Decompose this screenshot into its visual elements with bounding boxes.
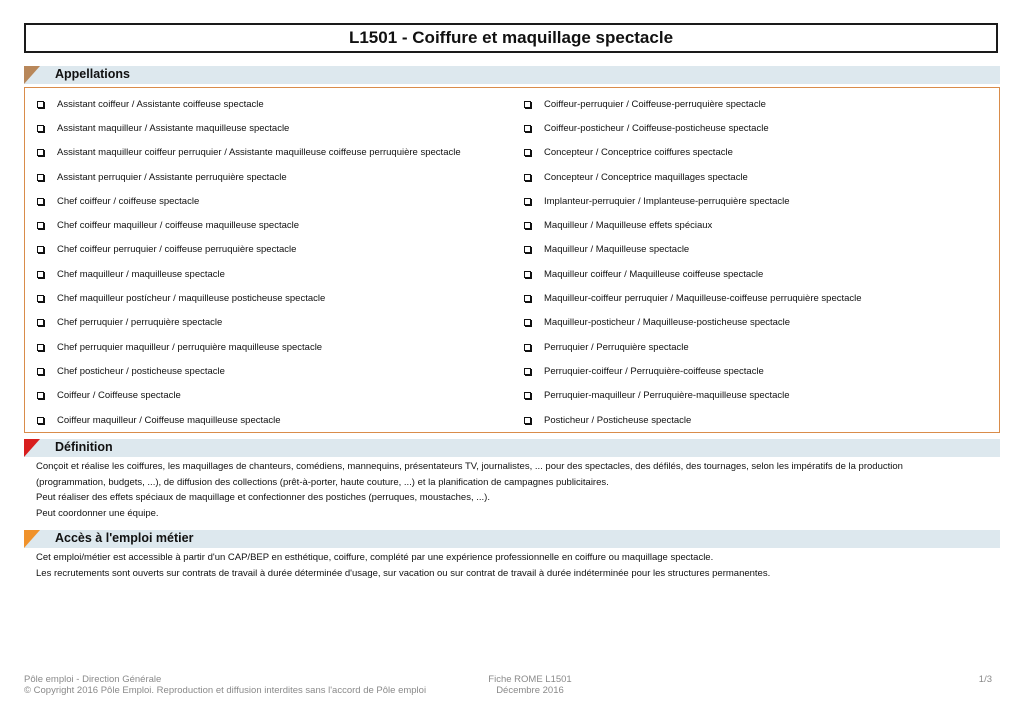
footer-org: Pôle emploi - Direction Générale <box>24 674 162 685</box>
appellation-label: Implanteur-perruquier / Implanteuse-perruquière spectacle <box>544 195 790 207</box>
appellations-right-column <box>524 92 862 432</box>
section-header-definition <box>24 439 1000 457</box>
appellation-label: Posticheur / Posticheuse spectacle <box>544 414 692 426</box>
section-title-appellations: Appellations <box>55 67 131 81</box>
appellation-label: Chef coiffeur maquilleur / coiffeuse maquilleuse spectacle <box>57 220 300 232</box>
appellation-label: Coiffeur / Coiffeuse spectacle <box>57 390 181 402</box>
checkbox-icon <box>37 222 44 229</box>
appellation-label: Perruquier-maquilleur / Perruquière-maquilleuse spectacle <box>544 390 790 402</box>
appellation-item <box>37 213 461 237</box>
appellation-label: Maquilleur-posticheur / Maquilleuse-posticheuse spectacle <box>544 317 791 329</box>
appellation-item <box>37 311 461 335</box>
appellation-item <box>524 311 862 335</box>
appellations-triangle-icon <box>24 66 40 84</box>
checkbox-icon <box>524 222 531 229</box>
appellation-label: Chef maquilleur / maquilleuse spectacle <box>57 268 225 280</box>
appellation-item <box>37 238 461 262</box>
checkbox-icon <box>524 392 531 399</box>
acces-line: Les recrutements sont ouverts sur contrats de travail à durée déterminée d'usage, sur vacation ou sur contrat de travail à durée indéterminée pour les structures permanentes. <box>36 567 771 579</box>
checkbox-icon <box>37 344 44 351</box>
checkbox-icon <box>37 198 44 205</box>
appellation-label: Maquilleur / Maquilleuse effets spéciaux <box>544 220 713 232</box>
appellation-label: Assistant maquilleur / Assistante maquilleuse spectacle <box>57 122 290 134</box>
checkbox-icon <box>37 295 44 302</box>
appellation-item <box>524 189 862 213</box>
checkbox-icon <box>524 149 531 156</box>
appellation-item <box>524 262 862 286</box>
appellation-item <box>37 286 461 310</box>
definition-line: Peut réaliser des effets spéciaux de maquillage et confectionner des postiches (perruques, moustaches, ...). <box>36 492 490 504</box>
appellation-label: Perruquier / Perruquière spectacle <box>544 341 689 353</box>
checkbox-icon <box>37 417 44 424</box>
footer-page-number: 1/3 <box>978 674 992 685</box>
appellation-label: Maquilleur-coiffeur perruquier / Maquilleuse-coiffeuse perruquière spectacle <box>544 293 862 305</box>
appellation-item <box>524 92 862 116</box>
acces-text <box>36 550 986 581</box>
checkbox-icon <box>524 271 531 278</box>
footer-fiche: Fiche ROME L1501 <box>488 674 572 685</box>
appellation-item <box>37 359 461 383</box>
appellation-label: Coiffeur-perruquier / Coiffeuse-perruquière spectacle <box>544 98 766 110</box>
checkbox-icon <box>37 246 44 253</box>
appellation-label: Coiffeur maquilleur / Coiffeuse maquilleuse spectacle <box>57 414 281 426</box>
appellation-item <box>524 141 862 165</box>
section-header-appellations <box>24 66 1000 84</box>
appellation-item <box>37 335 461 359</box>
checkbox-icon <box>524 344 531 351</box>
appellation-label: Maquilleur / Maquilleuse spectacle <box>544 244 690 256</box>
appellation-label: Concepteur / Conceptrice maquillages spectacle <box>544 171 748 183</box>
appellation-label: Chef perruquier / perruquière spectacle <box>57 317 223 329</box>
appellation-item <box>37 408 461 432</box>
appellation-label: Coiffeur-posticheur / Coiffeuse-posticheuse spectacle <box>544 122 769 134</box>
checkbox-icon <box>37 271 44 278</box>
section-title-acces: Accès à l'emploi métier <box>55 531 194 545</box>
checkbox-icon <box>37 101 44 108</box>
checkbox-icon <box>37 174 44 181</box>
acces-line: Cet emploi/métier est accessible à partir d'un CAP/BEP en esthétique, coiffure, complété par une expérience professionnelle en coiffure ou maquillage spectacle. <box>36 552 714 563</box>
title-box <box>24 23 998 53</box>
appellation-item <box>37 165 461 189</box>
appellation-label: Chef coiffeur perruquier / coiffeuse perruquière spectacle <box>57 244 297 256</box>
checkbox-icon <box>524 368 531 375</box>
appellation-label: Chef posticheur / posticheuse spectacle <box>57 365 225 377</box>
checkbox-icon <box>524 319 531 326</box>
appellation-label: Assistant maquilleur coiffeur perruquier / Assistante maquilleuse coiffeuse perruquière spectacle <box>57 147 461 159</box>
appellation-item <box>524 238 862 262</box>
appellation-item <box>524 335 862 359</box>
appellation-label: Maquilleur coiffeur / Maquilleuse coiffeuse spectacle <box>544 268 764 280</box>
appellation-item <box>524 359 862 383</box>
footer-left <box>24 674 426 696</box>
checkbox-icon <box>37 125 44 132</box>
section-header-acces <box>24 530 1000 548</box>
checkbox-icon <box>524 417 531 424</box>
appellation-label: Chef maquilleur postícheur / maquilleuse posticheuse spectacle <box>57 293 326 305</box>
definition-line: Conçoit et réalise les coiffures, les maquillages de chanteurs, comédiens, mannequins, présentateurs TV, journalistes, ... pour des spectacles, des défilés, des tournages, selon les impératifs de la production <box>36 461 903 472</box>
appellation-label: Assistant coiffeur / Assistante coiffeuse spectacle <box>57 98 264 110</box>
appellation-item <box>524 116 862 140</box>
definition-line: (programmation, budgets, ...), de diffusion des collections (prêt-à-porter, haute couture, ...) et la planification de campagnes publicitaires. <box>36 476 609 488</box>
appellation-item <box>37 384 461 408</box>
appellation-item <box>37 141 461 165</box>
definition-text <box>36 459 986 521</box>
appellation-label: Assistant perruquier / Assistante perruquière spectacle <box>57 171 287 183</box>
footer-center <box>480 674 580 696</box>
checkbox-icon <box>37 149 44 156</box>
definition-line: Peut coordonner une équipe. <box>36 507 159 519</box>
appellation-item <box>524 213 862 237</box>
appellation-item <box>524 408 862 432</box>
appellation-label: Chef coiffeur / coiffeuse spectacle <box>57 195 200 207</box>
appellation-item <box>524 384 862 408</box>
checkbox-icon <box>524 198 531 205</box>
section-title-definition: Définition <box>55 440 113 454</box>
checkbox-icon <box>37 319 44 326</box>
appellation-label: Chef perruquier maquilleur / perruquière maquilleuse spectacle <box>57 341 323 353</box>
appellation-item <box>524 286 862 310</box>
acces-triangle-icon <box>24 530 40 548</box>
appellation-item <box>37 116 461 140</box>
checkbox-icon <box>524 295 531 302</box>
footer-copyright: © Copyright 2016 Pôle Emploi. Reproduction et diffusion interdites sans l'accord de Pôle emploi <box>24 685 427 696</box>
checkbox-icon <box>524 174 531 181</box>
page-title: L1501 - Coiffure et maquillage spectacle <box>348 28 674 47</box>
appellations-box <box>24 87 1000 433</box>
checkbox-icon <box>524 246 531 253</box>
footer-date: Décembre 2016 <box>496 685 564 696</box>
appellation-label: Perruquier-coiffeur / Perruquière-coiffeuse spectacle <box>544 365 764 377</box>
appellation-item <box>524 165 862 189</box>
checkbox-icon <box>37 392 44 399</box>
appellations-left-column <box>37 92 461 432</box>
definition-triangle-icon <box>24 439 40 457</box>
appellation-item <box>37 189 461 213</box>
checkbox-icon <box>37 368 44 375</box>
appellation-label: Concepteur / Conceptrice coiffures spectacle <box>544 147 733 159</box>
checkbox-icon <box>524 125 531 132</box>
checkbox-icon <box>524 101 531 108</box>
appellation-item <box>37 262 461 286</box>
appellation-item <box>37 92 461 116</box>
